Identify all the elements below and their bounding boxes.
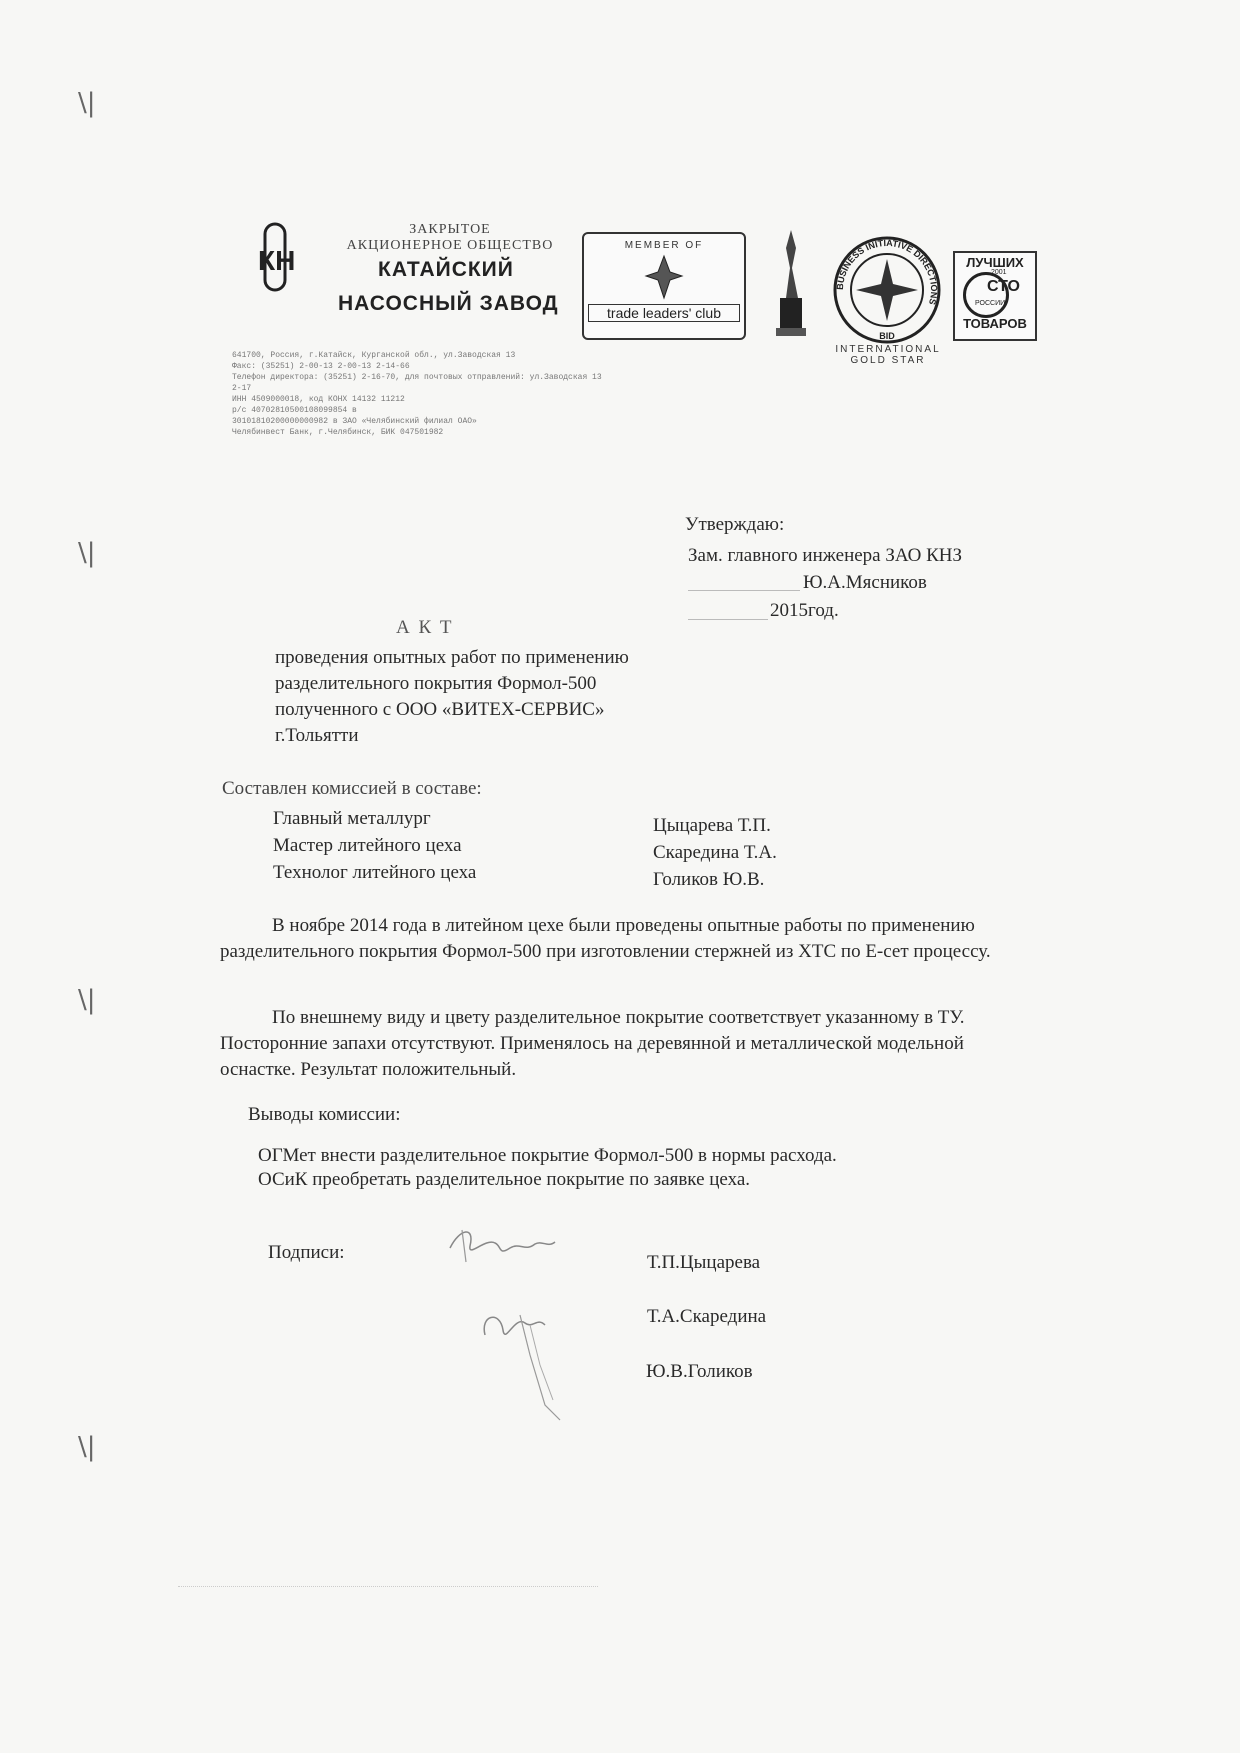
- act-subtitle: [275, 645, 629, 749]
- commission-intro: Составлен комиссией в составе:: [222, 778, 482, 799]
- body-paragraph-1: В ноябре 2014 года в литейном цехе были проведены опытные работы по применению разделительного покрытия Формол-500 при изготовлении стержней из ХТС по Е-сет процессу.: [220, 915, 991, 962]
- requisites-line: 30101810200000000982 в ЗАО «Челябинский филиал ОАО»: [232, 417, 477, 426]
- requisites-line: ИНН 4509000018, код КОНХ 14132 11212: [232, 395, 405, 404]
- conclusion-item: ОГМет внести разделительное покрытие Формол-500 в нормы расхода.: [258, 1145, 837, 1166]
- trophy-award-icon: [770, 228, 812, 358]
- top100-line2: ТОВАРОВ: [963, 316, 1027, 331]
- company-type-line2: АКЦИОНЕРНОЕ ОБЩЕСТВО: [346, 238, 554, 253]
- conclusions-heading: Выводы комиссии:: [248, 1104, 401, 1125]
- signature-name: Т.П.Цыцарева: [647, 1252, 761, 1273]
- date-blank-line: [688, 619, 768, 620]
- tlc-emblem-icon: [644, 254, 684, 300]
- scan-mark: \|: [78, 1432, 96, 1462]
- requisites-line: Факс: (35251) 2-00-13 2-00-13 2-14-66: [232, 362, 410, 371]
- company-name-line1: КАТАЙСКИЙ: [378, 258, 514, 281]
- company-requisites: [232, 350, 602, 438]
- act-subtitle-line: полученного с ООО «ВИТЕХ-СЕРВИС»: [275, 699, 605, 720]
- commission-role: Технолог литейного цеха: [273, 862, 477, 883]
- logo-letters: КН: [258, 245, 296, 276]
- top100-line1: ЛУЧШИХ: [966, 255, 1024, 270]
- tlc-top-text: MEMBER OF: [624, 240, 704, 251]
- signature-name: Ю.В.Голиков: [646, 1361, 753, 1382]
- body-paragraph-2: По внешнему виду и цвету разделительное покрытие соответствует указанному в ТУ. Посторонние запахи отсутствуют. Применялось на деревянной и металлической модельной оснастке. Результат положительный.: [220, 1007, 965, 1080]
- top100-goods-badge: [953, 251, 1037, 341]
- company-type: [340, 222, 560, 254]
- scan-artifact-line: [178, 1586, 598, 1587]
- commission-name: Цыцарева Т.П.: [653, 815, 771, 836]
- conclusion-item: ОСиК преобретать разделительное покрытие по заявке цеха.: [258, 1169, 751, 1190]
- handwritten-signature-1: [440, 1218, 560, 1268]
- handwritten-signature-2: [475, 1295, 595, 1425]
- act-subtitle-line: г.Тольятти: [275, 725, 359, 746]
- top100-small: РОССИИ: [975, 300, 1006, 307]
- scan-mark: \|: [78, 985, 96, 1015]
- signature-name: Т.А.Скаредина: [647, 1306, 767, 1327]
- approval-line3: Ю.А.Мясников: [803, 572, 927, 593]
- top100-year: 2001: [991, 269, 1007, 276]
- requisites-line: 2-17: [232, 384, 252, 393]
- trade-leaders-club-badge: [582, 232, 746, 340]
- requisites-line: Телефон директора: (35251) 2-16-70, для почтовых отправлений: ул.Заводская 13: [232, 373, 602, 382]
- bid-center-text: BID: [879, 331, 895, 341]
- commission-name: Голиков Ю.В.: [653, 869, 765, 890]
- act-subtitle-line: разделительного покрытия Формол-500: [275, 673, 597, 694]
- company-type-line1: ЗАКРЫТОЕ: [409, 222, 491, 237]
- signatures-label: Подписи:: [268, 1242, 345, 1263]
- approval-line1: Утверждаю:: [685, 514, 785, 535]
- approval-line2: Зам. главного инженера ЗАО КНЗ: [688, 545, 963, 566]
- scan-mark: \|: [78, 88, 96, 118]
- requisites-line: 641700, Россия, г.Катайск, Курганской обл., ул.Заводская 13: [232, 351, 516, 360]
- company-logo-icon: [255, 218, 315, 298]
- bid-badge-icon: [832, 235, 942, 345]
- requisites-line: Челябинвест Банк, г.Челябинск, БИК 047501982: [232, 428, 444, 437]
- bid-ring-text: BUSINESS INITIATIVE DIRECTIONS: [834, 237, 940, 306]
- bid-caption-line1: INTERNATIONAL: [835, 344, 941, 355]
- requisites-line: р/с 40702810500108099854 в: [232, 406, 357, 415]
- commission-role: Мастер литейного цеха: [273, 835, 462, 856]
- company-name-line2: НАСОСНЫЙ ЗАВОД: [338, 292, 559, 315]
- tlc-bottom-text: trade leaders' club: [588, 304, 740, 322]
- scan-mark: \|: [78, 538, 96, 568]
- bid-caption-line2: GOLD STAR: [850, 355, 926, 366]
- act-title: А К Т: [396, 617, 454, 638]
- commission-name: Скаредина Т.А.: [653, 842, 777, 863]
- top100-mid: СТО: [987, 278, 1020, 295]
- bid-caption: [828, 344, 948, 366]
- commission-role: Главный металлург: [273, 808, 431, 829]
- signature-blank-line: [688, 590, 800, 591]
- act-subtitle-line: проведения опытных работ по применению: [275, 647, 629, 668]
- approval-line4: 2015год.: [770, 600, 839, 621]
